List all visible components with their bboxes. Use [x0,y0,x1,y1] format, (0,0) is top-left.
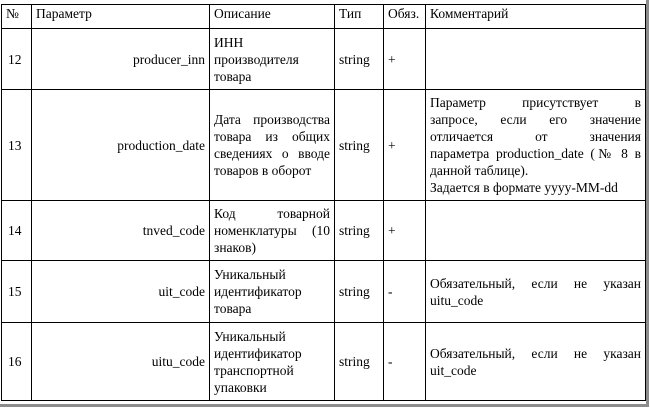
comment-line: отличается от значения [430,129,641,144]
comment-line: uit_code [430,362,477,378]
param-description [210,90,335,201]
param-comment [426,29,646,90]
param-type: string [335,201,384,261]
comment-line: Задается в формате yyyy-MM-dd [430,180,618,195]
desc-line: упаковки [214,379,267,395]
param-comment [426,201,646,261]
desc-line: производителя [214,51,299,67]
desc-line: номенклатуры (10 [214,223,330,238]
header-num: № [2,5,32,29]
table-header-row [2,5,646,29]
desc-line: Уникальный [214,267,286,282]
header-req: Обяз. [384,5,426,29]
desc-line: Уникальный [214,328,286,344]
comment-line: uitu_code [430,292,484,308]
param-type: string [335,323,384,401]
param-required: + [384,90,426,201]
param-description [210,323,335,401]
desc-line: сведениях о вводе [214,146,330,161]
table-row [2,261,646,323]
param-comment [426,261,646,323]
param-required: - [384,323,426,401]
desc-line: товара из общих [214,129,330,144]
desc-line: идентификатор [214,345,302,361]
row-num: 14 [2,201,32,261]
param-type: string [335,261,384,323]
comment-line: Обязательный, если не указан [430,345,641,361]
comment-line: параметра production_date (№ 8 в [430,146,641,161]
desc-line: транспортной [214,362,294,378]
desc-line: товара [214,301,252,316]
table-row [2,29,646,90]
header-desc: Описание [210,5,335,29]
param-description [210,29,335,90]
table-row [2,323,646,401]
row-num: 16 [2,323,32,401]
param-required: + [384,201,426,261]
param-type: string [335,29,384,90]
header-param: Параметр [32,5,210,29]
desc-line: знаков) [214,240,257,255]
row-num: 12 [2,29,32,90]
row-num: 15 [2,261,32,323]
param-required: - [384,261,426,323]
desc-line: товара [214,68,252,84]
param-name: uit_code [32,261,210,323]
param-name: tnved_code [32,201,210,261]
desc-line: товаров в оборот [214,163,312,178]
param-description [210,261,335,323]
desc-line: ИНН [214,34,244,50]
desc-line: идентификатор [214,284,302,299]
param-name: production_date [32,90,210,201]
table-row [2,90,646,201]
desc-line: Код товарной [214,206,330,221]
comment-line: данной таблице). [430,163,529,178]
comment-line: Параметр присутствует в [430,95,641,110]
param-description [210,201,335,261]
param-required: + [384,29,426,90]
row-num: 13 [2,90,32,201]
comment-line: Обязательный, если не указан [430,275,641,291]
param-name: uitu_code [32,323,210,401]
header-type: Тип [335,5,384,29]
param-name: producer_inn [32,29,210,90]
param-comment [426,90,646,201]
param-comment [426,323,646,401]
parameters-table [1,4,646,401]
table-row [2,201,646,261]
comment-line: запросе, если его значение [430,112,641,127]
header-comment: Комментарий [426,5,646,29]
param-type: string [335,90,384,201]
desc-line: Дата производства [214,112,330,127]
